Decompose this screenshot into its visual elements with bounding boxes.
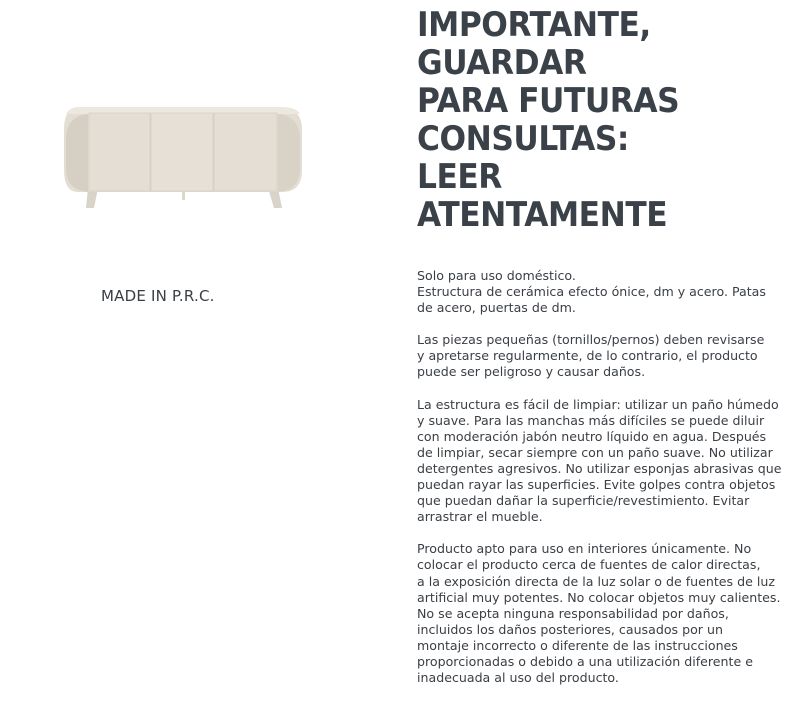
heading-line: IMPORTANTE, — [417, 5, 651, 45]
text-line: Producto apto para uso en interiores únicamente. No — [417, 541, 752, 557]
instructions-text — [417, 268, 795, 702]
text-line: proporcionadas o debido a una utilización diferente e — [417, 653, 753, 669]
text-line: que puedan dañar la superficie/revestimiento. Evitar — [417, 493, 750, 509]
text-line: Estructura de cerámica efecto ónice, dm y acero. Patas — [417, 284, 766, 300]
text-line: Las piezas pequeñas (tornillos/pernos) deben revisarse — [417, 332, 765, 348]
text-line: colocar el producto cerca de fuentes de calor directas, — [417, 557, 761, 573]
text-line: puedan rayar las superficies. Evite golpes contra objetos — [417, 477, 776, 493]
heading-line: LEER — [417, 157, 502, 197]
heading-line: GUARDAR — [417, 43, 587, 83]
text-line: de limpiar, secar siempre con un paño suave. No utilizar — [417, 444, 773, 460]
text-line: Solo para uso doméstico. — [417, 268, 576, 283]
heading-line: PARA FUTURAS — [417, 81, 680, 121]
maintenance-paragraph — [417, 332, 795, 380]
text-line: incluidos los daños posteriores, causados por un — [417, 621, 723, 637]
heading-line: ATENTAMENTE — [417, 195, 668, 235]
text-line: montaje incorrecto o diferente de las instrucciones — [417, 637, 738, 653]
warning-heading — [417, 6, 767, 234]
sideboard-illustration — [58, 100, 308, 215]
cabinet-doors — [89, 113, 277, 191]
text-line: detergentes agresivos. No utilizar esponjas abrasivas que — [417, 460, 782, 476]
text-line: arrastrar el mueble. — [417, 509, 543, 525]
text-line: de acero, puertas de dm. — [417, 300, 576, 316]
text-line: La estructura es fácil de limpiar: utilizar un paño húmedo — [417, 396, 779, 412]
made-in-label: MADE IN P.R.C. — [101, 287, 215, 305]
text-line: con moderación jabón neutro líquido en agua. Después — [417, 428, 767, 444]
text-line: puede ser peligroso y causar daños. — [417, 364, 646, 380]
text-line: a la exposición directa de la luz solar o de fuentes de luz — [417, 573, 775, 589]
heading-line: CONSULTAS: — [417, 119, 629, 159]
cleaning-paragraph — [417, 397, 795, 526]
text-line: No se acepta ninguna responsabilidad por daños, — [417, 605, 729, 621]
text-line: y suave. Para las manchas más difíciles se puede diluir — [417, 412, 765, 428]
text-line: y apretarse regularmente, de lo contrario, el producto — [417, 348, 758, 364]
text-line: artificial muy potentes. No colocar objetos muy calientes. — [417, 589, 781, 605]
usage-paragraph — [417, 268, 795, 316]
text-line: inadecuada al uso del producto. — [417, 670, 619, 686]
indoor-use-paragraph — [417, 541, 795, 686]
